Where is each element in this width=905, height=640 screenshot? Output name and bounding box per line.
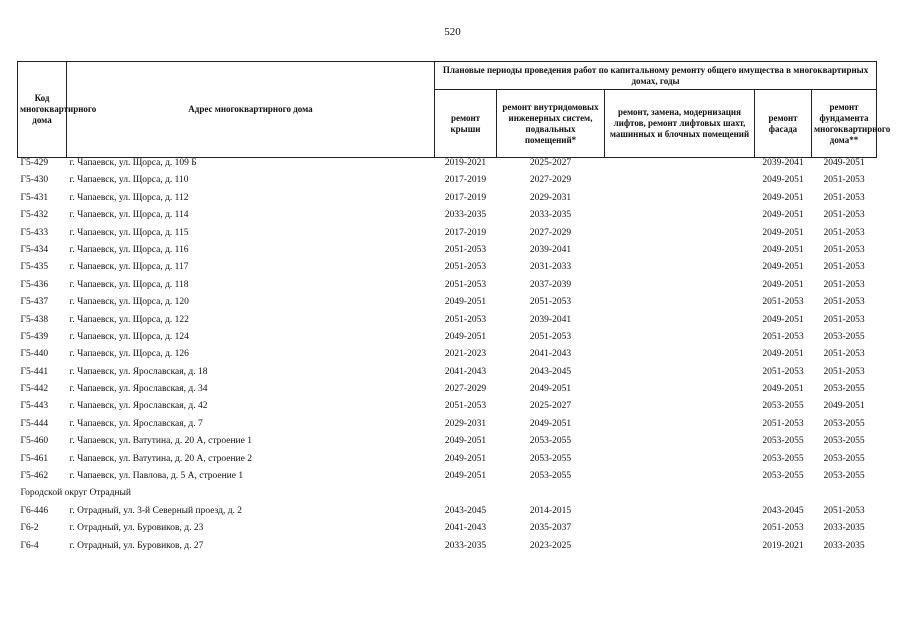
- cell-address: г. Чапаевск, ул. Ярославская, д. 42: [69, 401, 208, 412]
- cell-facade: 2049-2051: [762, 314, 804, 325]
- header-code: Код многоквартирного дома: [18, 62, 67, 158]
- cell-foundation: 2051-2053: [823, 192, 865, 203]
- cell-foundation: 2051-2053: [823, 314, 865, 325]
- table-body: [18, 158, 877, 558]
- cell-systems: 2037-2039: [529, 279, 572, 290]
- cell-foundation: 2049-2051: [823, 158, 865, 168]
- group-row: [18, 488, 877, 505]
- cell-systems: 2031-2033: [529, 262, 572, 273]
- cell-facade: 2051-2053: [762, 523, 804, 534]
- cell-address: г. Чапаевск, ул. Щорса, д. 126: [69, 349, 189, 360]
- cell-facade: 2053-2055: [762, 401, 804, 412]
- cell-systems: 2049-2051: [529, 384, 572, 395]
- cell-foundation: 2053-2055: [823, 471, 865, 482]
- cell-facade: 2049-2051: [762, 349, 804, 360]
- cell-systems: 2053-2055: [529, 436, 572, 447]
- cell-elevators: [605, 245, 755, 262]
- cell-foundation: 2051-2053: [823, 210, 865, 221]
- cell-address: г. Чапаевск, ул. Ярославская, д. 34: [69, 384, 208, 395]
- cell-systems: 2029-2031: [529, 192, 572, 203]
- cell-foundation: 2051-2053: [823, 175, 865, 186]
- table-row: [18, 175, 877, 192]
- cell-facade: 2051-2053: [762, 366, 804, 377]
- cell-elevators: [605, 367, 755, 384]
- cell-address: г. Чапаевск, ул. Щорса, д. 117: [69, 262, 189, 273]
- cell-code: Г5-431: [20, 192, 49, 203]
- cell-facade: 2049-2051: [762, 244, 804, 255]
- cell-code: Г5-442: [20, 384, 49, 395]
- cell-code: Г5-441: [20, 366, 49, 377]
- cell-code: Г5-461: [20, 453, 49, 464]
- cell-foundation: 2053-2055: [823, 384, 865, 395]
- cell-facade: 2049-2051: [762, 262, 804, 273]
- cell-code: Г5-440: [20, 349, 49, 360]
- cell-systems: 2051-2053: [529, 297, 572, 308]
- cell-elevators: [605, 193, 755, 210]
- cell-systems: 2039-2041: [529, 314, 572, 325]
- cell-elevators: [605, 471, 755, 488]
- table-row: [18, 401, 877, 418]
- cell-elevators: [605, 297, 755, 314]
- cell-code: Г5-437: [20, 297, 49, 308]
- cell-systems: 2025-2027: [529, 401, 572, 412]
- cell-systems: 2051-2053: [529, 331, 572, 342]
- table-row: [18, 158, 877, 176]
- cell-systems: 2035-2037: [529, 523, 572, 534]
- cell-elevators: [605, 158, 755, 176]
- cell-facade: 2051-2053: [762, 331, 804, 342]
- cell-systems: 2027-2029: [529, 175, 572, 186]
- cell-address: г. Чапаевск, ул. Щорса, д. 120: [69, 297, 189, 308]
- table-row: [18, 297, 877, 314]
- table-row: [18, 506, 877, 523]
- cell-roof: 2019-2021: [444, 158, 487, 168]
- cell-foundation: 2053-2055: [823, 436, 865, 447]
- cell-address: г. Чапаевск, ул. Щорса, д. 114: [69, 210, 189, 221]
- cell-elevators: [605, 523, 755, 540]
- cell-facade: 2039-2041: [762, 158, 804, 168]
- cell-address: г. Чапаевск, ул. Ярославская, д. 18: [69, 366, 208, 377]
- cell-roof: 2049-2051: [444, 297, 487, 308]
- cell-roof: 2051-2053: [444, 244, 487, 255]
- cell-roof: 2049-2051: [444, 471, 487, 482]
- cell-code: Г5-435: [20, 262, 49, 273]
- page-number: 520: [444, 26, 461, 38]
- table-row: [18, 541, 877, 558]
- cell-elevators: [605, 210, 755, 227]
- cell-elevators: [605, 315, 755, 332]
- table-row: [18, 419, 877, 436]
- cell-systems: 2027-2029: [529, 227, 572, 238]
- cell-address: г. Чапаевск, ул. Щорса, д. 115: [69, 227, 189, 238]
- cell-systems: 2041-2043: [529, 349, 572, 360]
- cell-address: г. Отрадный, ул. Буровиков, д. 27: [69, 540, 204, 551]
- cell-address: г. Чапаевск, ул. Ватутина, д. 20 А, строение 2: [69, 453, 252, 464]
- cell-foundation: 2033-2035: [823, 540, 865, 551]
- cell-facade: 2049-2051: [762, 384, 804, 395]
- cell-code: Г5-432: [20, 210, 49, 221]
- cell-code: Г5-438: [20, 314, 49, 325]
- cell-address: г. Чапаевск, ул. Ярославская, д. 7: [69, 418, 203, 429]
- cell-roof: 2049-2051: [444, 436, 487, 447]
- cell-address: г. Чапаевск, ул. Щорса, д. 124: [69, 331, 189, 342]
- header-roof: ремонт крыши: [435, 90, 497, 158]
- cell-facade: 2051-2053: [762, 418, 804, 429]
- cell-address: г. Чапаевск, ул. Щорса, д. 112: [69, 192, 189, 203]
- table-row: [18, 228, 877, 245]
- cell-address: г. Чапаевск, ул. Ватутина, д. 20 А, строение 1: [69, 436, 252, 447]
- cell-address: г. Чапаевск, ул. Щорса, д. 116: [69, 244, 189, 255]
- cell-code: Г5-433: [20, 227, 49, 238]
- header-address: Адрес многоквартирного дома: [67, 62, 435, 158]
- header-facade: ремонт фасада: [755, 90, 812, 158]
- cell-foundation: 2051-2053: [823, 227, 865, 238]
- cell-foundation: 2051-2053: [823, 279, 865, 290]
- cell-code: Г5-444: [20, 418, 49, 429]
- cell-roof: 2033-2035: [444, 540, 487, 551]
- table-row: [18, 315, 877, 332]
- table-row: [18, 384, 877, 401]
- cell-roof: 2043-2045: [444, 505, 487, 516]
- cell-roof: 2021-2023: [444, 349, 487, 360]
- cell-foundation: 2049-2051: [823, 401, 865, 412]
- cell-elevators: [605, 332, 755, 349]
- capital-repair-table: [17, 61, 891, 558]
- cell-systems: 2025-2027: [529, 158, 572, 168]
- cell-elevators: [605, 454, 755, 471]
- cell-address: г. Отрадный, ул. Буровиков, д. 23: [69, 523, 204, 534]
- cell-facade: 2051-2053: [762, 297, 804, 308]
- cell-elevators: [605, 506, 755, 523]
- cell-foundation: 2053-2055: [823, 453, 865, 464]
- header-elevators: ремонт, замена, модернизация лифтов, ремонт лифтовых шахт, машинных и блочных помещений: [605, 90, 755, 158]
- cell-code: Г5-439: [20, 331, 49, 342]
- cell-facade: 2053-2055: [762, 453, 804, 464]
- cell-code: Г5-430: [20, 175, 49, 186]
- cell-facade: 2049-2051: [762, 192, 804, 203]
- cell-address: г. Чапаевск, ул. Щорса, д. 109 Б: [69, 158, 197, 168]
- cell-elevators: [605, 436, 755, 453]
- cell-address: г. Чапаевск, ул. Павлова, д. 5 А, строение 1: [69, 471, 244, 482]
- table-row: [18, 436, 877, 453]
- cell-code: Г5-436: [20, 279, 49, 290]
- cell-elevators: [605, 280, 755, 297]
- cell-elevators: [605, 401, 755, 418]
- cell-roof: 2051-2053: [444, 262, 487, 273]
- cell-systems: 2043-2045: [529, 366, 572, 377]
- cell-systems: 2049-2051: [529, 418, 572, 429]
- cell-foundation: 2053-2055: [823, 418, 865, 429]
- cell-roof: 2017-2019: [444, 175, 487, 186]
- cell-code: Г5-429: [20, 158, 49, 168]
- header-systems: ремонт внутридомовых инженерных систем, подвальных помещений*: [497, 90, 605, 158]
- cell-systems: 2053-2055: [529, 471, 572, 482]
- table-row: [18, 210, 877, 227]
- cell-foundation: 2051-2053: [823, 244, 865, 255]
- cell-systems: 2033-2035: [529, 210, 572, 221]
- table-row: [18, 262, 877, 279]
- cell-elevators: [605, 175, 755, 192]
- cell-roof: 2051-2053: [444, 279, 487, 290]
- cell-roof: 2029-2031: [444, 418, 487, 429]
- cell-code: Г5-443: [20, 401, 49, 412]
- cell-foundation: 2051-2053: [823, 366, 865, 377]
- table-row: [18, 471, 877, 488]
- cell-elevators: [605, 384, 755, 401]
- cell-elevators: [605, 228, 755, 245]
- cell-code: Г6-2: [20, 523, 39, 534]
- cell-address: г. Отрадный, ул. 3-й Северный проезд, д. 2: [69, 505, 243, 516]
- cell-roof: 2041-2043: [444, 366, 487, 377]
- cell-facade: 2053-2055: [762, 436, 804, 447]
- cell-code: Г5-434: [20, 244, 49, 255]
- cell-foundation: 2051-2053: [823, 262, 865, 273]
- table-row: [18, 454, 877, 471]
- cell-facade: 2049-2051: [762, 175, 804, 186]
- header-foundation: ремонт фундамента многоквартирного дома**: [812, 90, 877, 158]
- cell-roof: 2033-2035: [444, 210, 487, 221]
- cell-roof: 2027-2029: [444, 384, 487, 395]
- cell-code: Г5-462: [20, 471, 49, 482]
- cell-foundation: 2033-2035: [823, 523, 865, 534]
- table-row: [18, 332, 877, 349]
- table-row: [18, 523, 877, 540]
- cell-roof: 2051-2053: [444, 314, 487, 325]
- cell-facade: 2049-2051: [762, 279, 804, 290]
- cell-facade: 2049-2051: [762, 210, 804, 221]
- cell-facade: 2053-2055: [762, 471, 804, 482]
- cell-foundation: 2051-2053: [823, 297, 865, 308]
- cell-elevators: [605, 262, 755, 279]
- table-row: [18, 280, 877, 297]
- cell-address: г. Чапаевск, ул. Щорса, д. 118: [69, 279, 189, 290]
- table-row: [18, 349, 877, 366]
- cell-facade: 2049-2051: [762, 227, 804, 238]
- cell-address: г. Чапаевск, ул. Щорса, д. 110: [69, 175, 189, 186]
- cell-code: Г5-460: [20, 436, 49, 447]
- cell-roof: 2017-2019: [444, 192, 487, 203]
- cell-foundation: 2053-2055: [823, 331, 865, 342]
- cell-elevators: [605, 349, 755, 366]
- header-periods-group: Плановые периоды проведения работ по капитальному ремонту общего имущества в многоквартирных домах, годы: [435, 62, 877, 90]
- cell-roof: 2049-2051: [444, 453, 487, 464]
- cell-systems: 2023-2025: [529, 540, 572, 551]
- cell-elevators: [605, 541, 755, 558]
- cell-systems: 2053-2055: [529, 453, 572, 464]
- cell-roof: 2051-2053: [444, 401, 487, 412]
- cell-facade: 2043-2045: [762, 505, 804, 516]
- cell-systems: 2039-2041: [529, 244, 572, 255]
- cell-foundation: 2051-2053: [823, 349, 865, 360]
- cell-elevators: [605, 419, 755, 436]
- cell-code: Г6-4: [20, 540, 39, 551]
- cell-roof: 2041-2043: [444, 523, 487, 534]
- table-row: [18, 367, 877, 384]
- cell-address: г. Чапаевск, ул. Щорса, д. 122: [69, 314, 189, 325]
- table-row: [18, 245, 877, 262]
- cell-foundation: 2051-2053: [823, 505, 865, 516]
- cell-roof: 2049-2051: [444, 331, 487, 342]
- table-row: [18, 193, 877, 210]
- cell-roof: 2017-2019: [444, 227, 487, 238]
- group-label: Городской округ Отрадный: [20, 488, 132, 499]
- cell-code: Г6-446: [20, 505, 49, 516]
- cell-facade: 2019-2021: [762, 540, 804, 551]
- cell-systems: 2014-2015: [529, 505, 572, 516]
